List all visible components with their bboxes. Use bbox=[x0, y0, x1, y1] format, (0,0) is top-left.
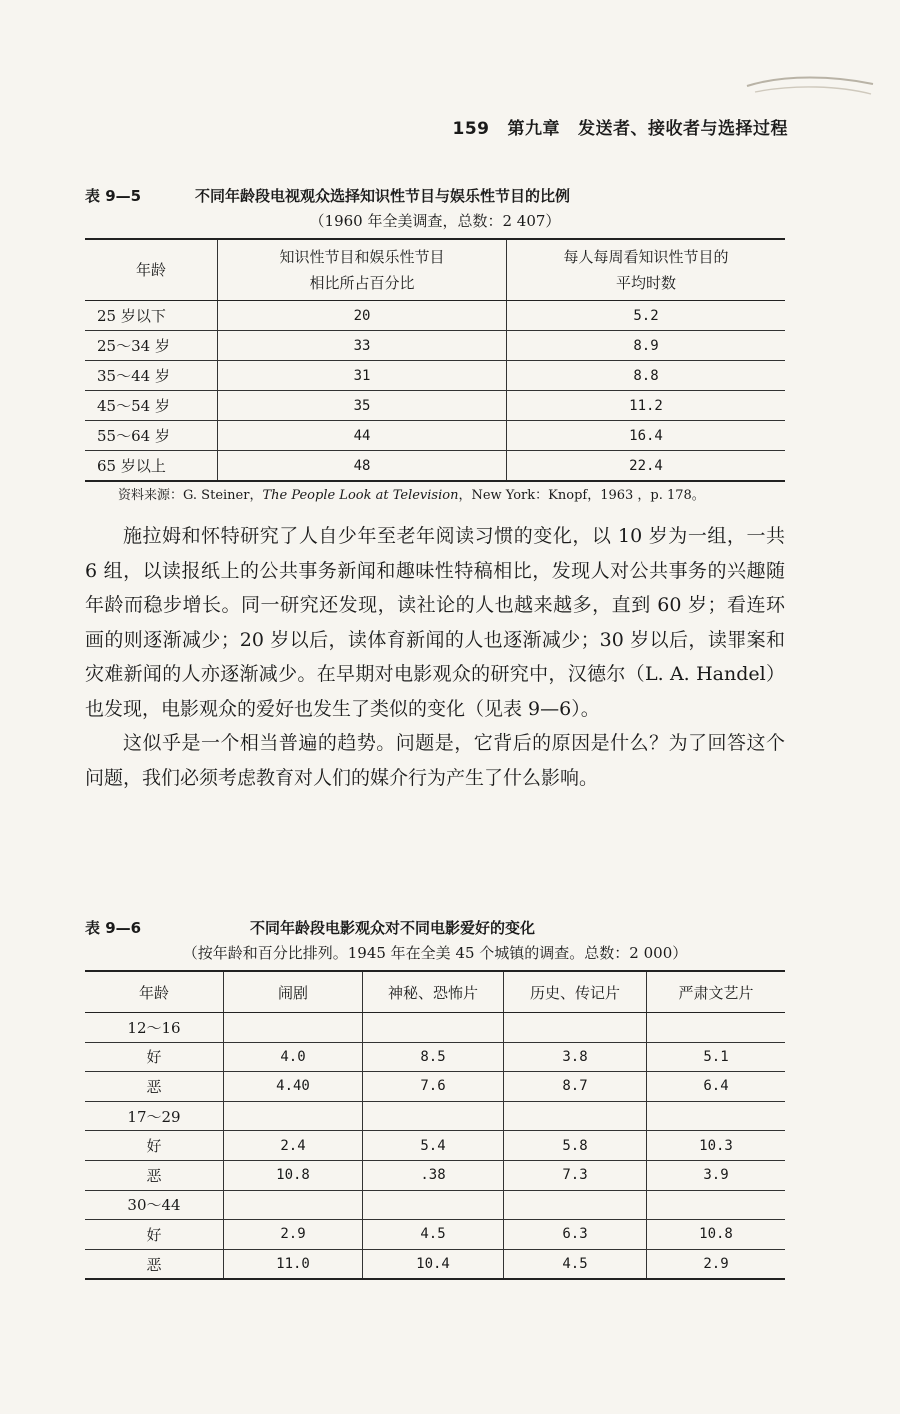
cell-value: 2.4 bbox=[224, 1131, 363, 1161]
cell-value: 2.9 bbox=[224, 1220, 363, 1250]
table-9-5-label: 表 9—5 bbox=[85, 187, 142, 205]
cell-value: 10.8 bbox=[224, 1160, 363, 1190]
cell-percent: 33 bbox=[218, 331, 507, 361]
cell-hours: 8.9 bbox=[507, 331, 786, 361]
cell-hours: 11.2 bbox=[507, 391, 786, 421]
cell-value: 7.6 bbox=[363, 1072, 504, 1102]
cell-age-group: 30～44 bbox=[85, 1190, 224, 1220]
cell-value: 2.9 bbox=[647, 1249, 786, 1279]
table-9-6-label: 表 9—6 bbox=[85, 919, 142, 937]
table-group-row bbox=[85, 1190, 785, 1220]
cell-value: 8.5 bbox=[363, 1042, 504, 1072]
cell-value: 11.0 bbox=[224, 1249, 363, 1279]
table-row bbox=[85, 301, 785, 331]
cell-value: .38 bbox=[363, 1160, 504, 1190]
cell-value: 3.9 bbox=[647, 1160, 786, 1190]
table-row bbox=[85, 421, 785, 451]
table-header-row bbox=[85, 239, 785, 301]
col-header-percent bbox=[218, 239, 507, 301]
table-row bbox=[85, 1042, 785, 1072]
cell-value: 10.8 bbox=[647, 1220, 786, 1250]
cell-percent: 35 bbox=[218, 391, 507, 421]
table-row bbox=[85, 1249, 785, 1279]
cell-value: 7.3 bbox=[504, 1160, 647, 1190]
col-header-hours-line2: 平均时数 bbox=[615, 274, 676, 292]
cell-like-label: 好 bbox=[85, 1042, 224, 1072]
source-suffix: ，New York：Knopf，1963 ，p. 178。 bbox=[458, 488, 705, 503]
table-row bbox=[85, 1220, 785, 1250]
table-row bbox=[85, 361, 785, 391]
cell-percent: 44 bbox=[218, 421, 507, 451]
cell-age: 25 岁以下 bbox=[85, 301, 218, 331]
chapter-label: 第九章 bbox=[507, 119, 560, 139]
cell-like-label: 好 bbox=[85, 1131, 224, 1161]
table-row bbox=[85, 1131, 785, 1161]
cell-hours: 16.4 bbox=[507, 421, 786, 451]
cell-percent: 31 bbox=[218, 361, 507, 391]
chapter-title: 发送者、接收者与选择过程 bbox=[578, 119, 788, 139]
table-row bbox=[85, 1160, 785, 1190]
source-book-title: The People Look at Television bbox=[262, 488, 459, 503]
table-9-5-source bbox=[118, 484, 705, 503]
cell-age: 25～34 岁 bbox=[85, 331, 218, 361]
cell-value: 8.7 bbox=[504, 1072, 647, 1102]
cell-value: 4.5 bbox=[363, 1220, 504, 1250]
table-row bbox=[85, 1072, 785, 1102]
col-header-percent-line2: 相比所占百分比 bbox=[309, 274, 415, 292]
source-prefix: 资料来源：G. Steiner， bbox=[118, 488, 263, 503]
cell-dislike-label: 恶 bbox=[85, 1249, 224, 1279]
cell-percent: 48 bbox=[218, 451, 507, 482]
col-header-hours-line1: 每人每周看知识性节目的 bbox=[563, 248, 729, 266]
col-header-hours bbox=[507, 239, 786, 301]
col-header-comedy: 闹剧 bbox=[224, 971, 363, 1013]
cell-hours: 8.8 bbox=[507, 361, 786, 391]
table-group-row bbox=[85, 1101, 785, 1131]
table-row bbox=[85, 451, 785, 482]
table-9-5-title: 不同年龄段电视观众选择知识性节目与娱乐性节目的比例 bbox=[195, 187, 571, 205]
col-header-percent-line1: 知识性节目和娱乐性节目 bbox=[279, 248, 445, 266]
cell-age-group: 17～29 bbox=[85, 1101, 224, 1131]
page-number: 159 bbox=[452, 119, 490, 139]
cell-like-label: 好 bbox=[85, 1220, 224, 1250]
cell-value: 5.1 bbox=[647, 1042, 786, 1072]
cell-value: 4.5 bbox=[504, 1249, 647, 1279]
table-header-row bbox=[85, 971, 785, 1013]
cell-value: 4.40 bbox=[224, 1072, 363, 1102]
cell-value: 5.4 bbox=[363, 1131, 504, 1161]
cell-value: 3.8 bbox=[504, 1042, 647, 1072]
cell-age: 65 岁以上 bbox=[85, 451, 218, 482]
cell-value: 10.3 bbox=[647, 1131, 786, 1161]
col-header-serious-drama: 严肃文艺片 bbox=[647, 971, 786, 1013]
paragraph: 施拉姆和怀特研究了人自少年至老年阅读习惯的变化，以 10 岁为一组，一共 6 组，以读报纸上的公共事务新闻和趣味性特稿相比，发现人对公共事务的兴趣随年龄而稳步增长。同一研究还发现，读社论的人也越来越多，直到 60 岁；看连环画的则逐渐减少；20 岁以后，读体育新闻的人也逐渐减少；30 岁以后，读罪案和灾难新闻的人亦逐渐减少。在早期对电影观众的研究中，汉德尔（L. A. Handel）也发现，电影观众的爱好也发生了类似的变化（见表 9—6）。 bbox=[85, 525, 785, 720]
cell-value: 10.4 bbox=[363, 1249, 504, 1279]
col-header-history-biography: 历史、传记片 bbox=[504, 971, 647, 1013]
cell-value: 4.0 bbox=[224, 1042, 363, 1072]
cell-dislike-label: 恶 bbox=[85, 1072, 224, 1102]
table-9-6-title: 不同年龄段电影观众对不同电影爱好的变化 bbox=[250, 919, 536, 937]
running-head bbox=[453, 114, 789, 139]
cell-age: 45～54 岁 bbox=[85, 391, 218, 421]
cell-age: 55～64 岁 bbox=[85, 421, 218, 451]
cell-percent: 20 bbox=[218, 301, 507, 331]
table-row bbox=[85, 331, 785, 361]
cell-age: 35～44 岁 bbox=[85, 361, 218, 391]
cell-hours: 22.4 bbox=[507, 451, 786, 482]
table-9-6-subtitle: （按年龄和百分比排列。1945 年在全美 45 个城镇的调查。总数：2 000） bbox=[182, 944, 688, 962]
decorative-swoosh-icon bbox=[745, 70, 875, 110]
paragraph: 这似乎是一个相当普遍的趋势。问题是，它背后的原因是什么？为了回答这个问题，我们必须考虑教育对人们的媒介行为产生了什么影响。 bbox=[85, 732, 785, 789]
col-header-mystery-horror: 神秘、恐怖片 bbox=[363, 971, 504, 1013]
cell-age-group: 12～16 bbox=[85, 1013, 224, 1043]
col-header-age: 年龄 bbox=[85, 971, 224, 1013]
cell-hours: 5.2 bbox=[633, 307, 659, 324]
cell-value: 6.3 bbox=[504, 1220, 647, 1250]
table-group-row bbox=[85, 1013, 785, 1043]
cell-value: 5.8 bbox=[504, 1131, 647, 1161]
table-row bbox=[85, 391, 785, 421]
cell-dislike-label: 恶 bbox=[85, 1160, 224, 1190]
table-9-5-subtitle: （1960 年全美调查，总数：2 407） bbox=[309, 212, 561, 230]
cell-value: 6.4 bbox=[647, 1072, 786, 1102]
table-9-5 bbox=[85, 238, 785, 482]
col-header-age: 年龄 bbox=[85, 239, 218, 301]
body-text bbox=[85, 519, 785, 795]
table-9-6 bbox=[85, 970, 785, 1280]
